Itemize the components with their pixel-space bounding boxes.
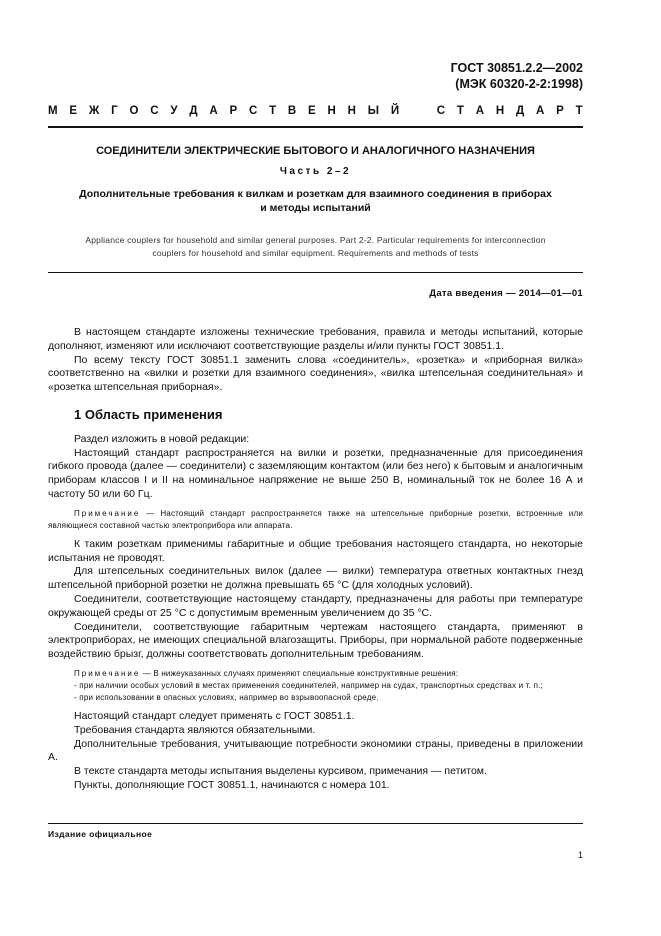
iec-code: (МЭК 60320-2-2:1998) [455,77,583,91]
document-body [48,326,583,793]
english-title-line: Appliance couplers for household and similar general purposes. Part 2-2. Particular requirements for interconnection [85,235,546,245]
standard-designation [451,60,583,92]
banner-letter: А [535,105,545,117]
banner-rule [48,126,583,128]
footer-rule [48,823,583,824]
page-number: 1 [577,850,583,860]
paragraph: Раздел изложить в новой редакции: [74,432,250,445]
paragraph: Соединители, соответствующие настоящему стандарту, предназначены для работы при температуре окружающей среды от 25 °С с допустимым временным увеличением до 35 °С. [48,592,583,619]
official-edition-label: Издание официальное [48,829,153,839]
banner-letter: Е [69,105,78,117]
paragraph: Требования стандарта являются обязательными. [74,723,316,736]
banner-letter: Е [308,105,316,117]
subtitle-line: и методы испытаний [260,202,371,214]
banner-letter: М [48,105,58,117]
banner-letter: Н [327,105,336,117]
interstate-standard-banner [48,105,583,119]
banner-letter: С [150,105,159,117]
subtitle-line: Дополнительные требования к вилкам и розеткам для взаимного соединения в приборах [79,188,552,200]
banner-letter: А [209,105,218,117]
note-text: — В нижеуказанных случаях применяют специальные конструктивные решения: [140,668,459,678]
note-label: Примечание [74,668,141,678]
note-label: Примечание [74,508,141,518]
banner-letter: С [436,105,446,117]
paragraph: По всему тексту ГОСТ 30851.1 заменить слова «соединитель», «розетка» и «приборная вилка» соответственно на «вилки и розетки для взаимного соединения», «вилка штепсельная соединительная» и «розетка штепсельная приборная». [48,353,583,394]
paragraph: Настоящий стандарт распространяется на вилки и розетки, предназначенные для присоединения гибкого провода (далее — соединители) с заземляющим контактом (или без него) к бытовым и аналогичным приборам классов I и II на номинальное напряжение не выше 250 В, номинальный ток не более 16 А и частоту 50 или 60 Гц. [48,446,583,500]
banner-word-gap [411,105,425,119]
paragraph: Пункты, дополняющие ГОСТ 30851.1, начинаются с номера 101. [74,778,390,791]
english-title-line: couplers for household and similar equipment. Requirements and methods of tests [152,248,479,258]
banner-letter: Й [390,105,400,117]
banner-letter: Г [111,105,118,117]
banner-letter: Р [556,105,564,117]
banner-letter: Т [456,105,464,117]
banner-letter: С [248,105,258,117]
english-title [48,234,583,260]
paragraph: В тексте стандарта методы испытания выделены курсивом, примечания — петитом. [74,765,487,778]
part-number: Часть 2–2 [279,166,352,177]
note [48,508,583,532]
note-text: — Настоящий стандарт распространяется также на штепсельные приборные розетки, встроенные или являющиеся составной частью электроприбора или аппарата. [48,508,583,530]
introduction-date: Дата введения — 2014—01—01 [429,288,583,299]
banner-letter: Ж [88,105,100,117]
document-subtitle [48,187,583,215]
document-title: СОЕДИНИТЕЛИ ЭЛЕКТРИЧЕСКИЕ БЫТОВОГО И АНАЛОГИЧНОГО НАЗНАЧЕНИЯ [96,145,535,157]
standard-code: ГОСТ 30851.2.2—2002 [450,61,583,75]
banner-letter: Т [269,105,277,117]
banner-letter: Д [515,105,525,117]
paragraph: В настоящем стандарте изложены технические требования, правила и методы испытаний, которые дополняют, изменяют или исключают соответствующие разделы и/или пункты ГОСТ 30851.1. [48,326,583,352]
note [48,668,583,680]
paragraph: К таким розеткам применимы габаритные и общие требования настоящего стандарта, но некоторые испытания не проводят. [48,537,583,564]
note-list-item: - при наличии особых условий в местах применения соединителей, например на судах, транспортных средствах и т. п.; [74,680,543,690]
banner-letter: Ы [367,105,380,117]
banner-letter: Н [347,105,356,117]
banner-letter: Т [575,105,583,117]
banner-letter: Р [229,105,238,117]
banner-letter: Н [495,105,505,117]
banner-letter: Д [189,105,198,117]
banner-letter: О [129,105,139,117]
banner-letter: У [170,105,178,117]
banner-letter: А [475,105,485,117]
paragraph: Дополнительные требования, учитывающие потребности экономики страны, приведены в приложении А. [48,737,583,764]
paragraph: Для штепсельных соединительных вилок (далее — вилки) температура ответных контактных гнезд штепсельной приборной розетки не должна превышать 65 °С (для холодных условий). [48,565,583,592]
banner-letter: В [287,105,297,117]
paragraph: Настоящий стандарт следует применять с ГОСТ 30851.1. [74,709,355,722]
title-rule [48,272,583,273]
section-heading: 1 Область применения [74,406,223,422]
paragraph: Соединители, соответствующие габаритным чертежам настоящего стандарта, применяют в электроприборах, не имеющих специальной влагозащиты. Приборы, при нормальной работе подверженные воздействию брызг, должны соответствовать дополнительным требованиям. [48,620,583,661]
note-list-item: - при использовании в опасных условиях, например во взрывоопасной среде. [74,692,379,702]
